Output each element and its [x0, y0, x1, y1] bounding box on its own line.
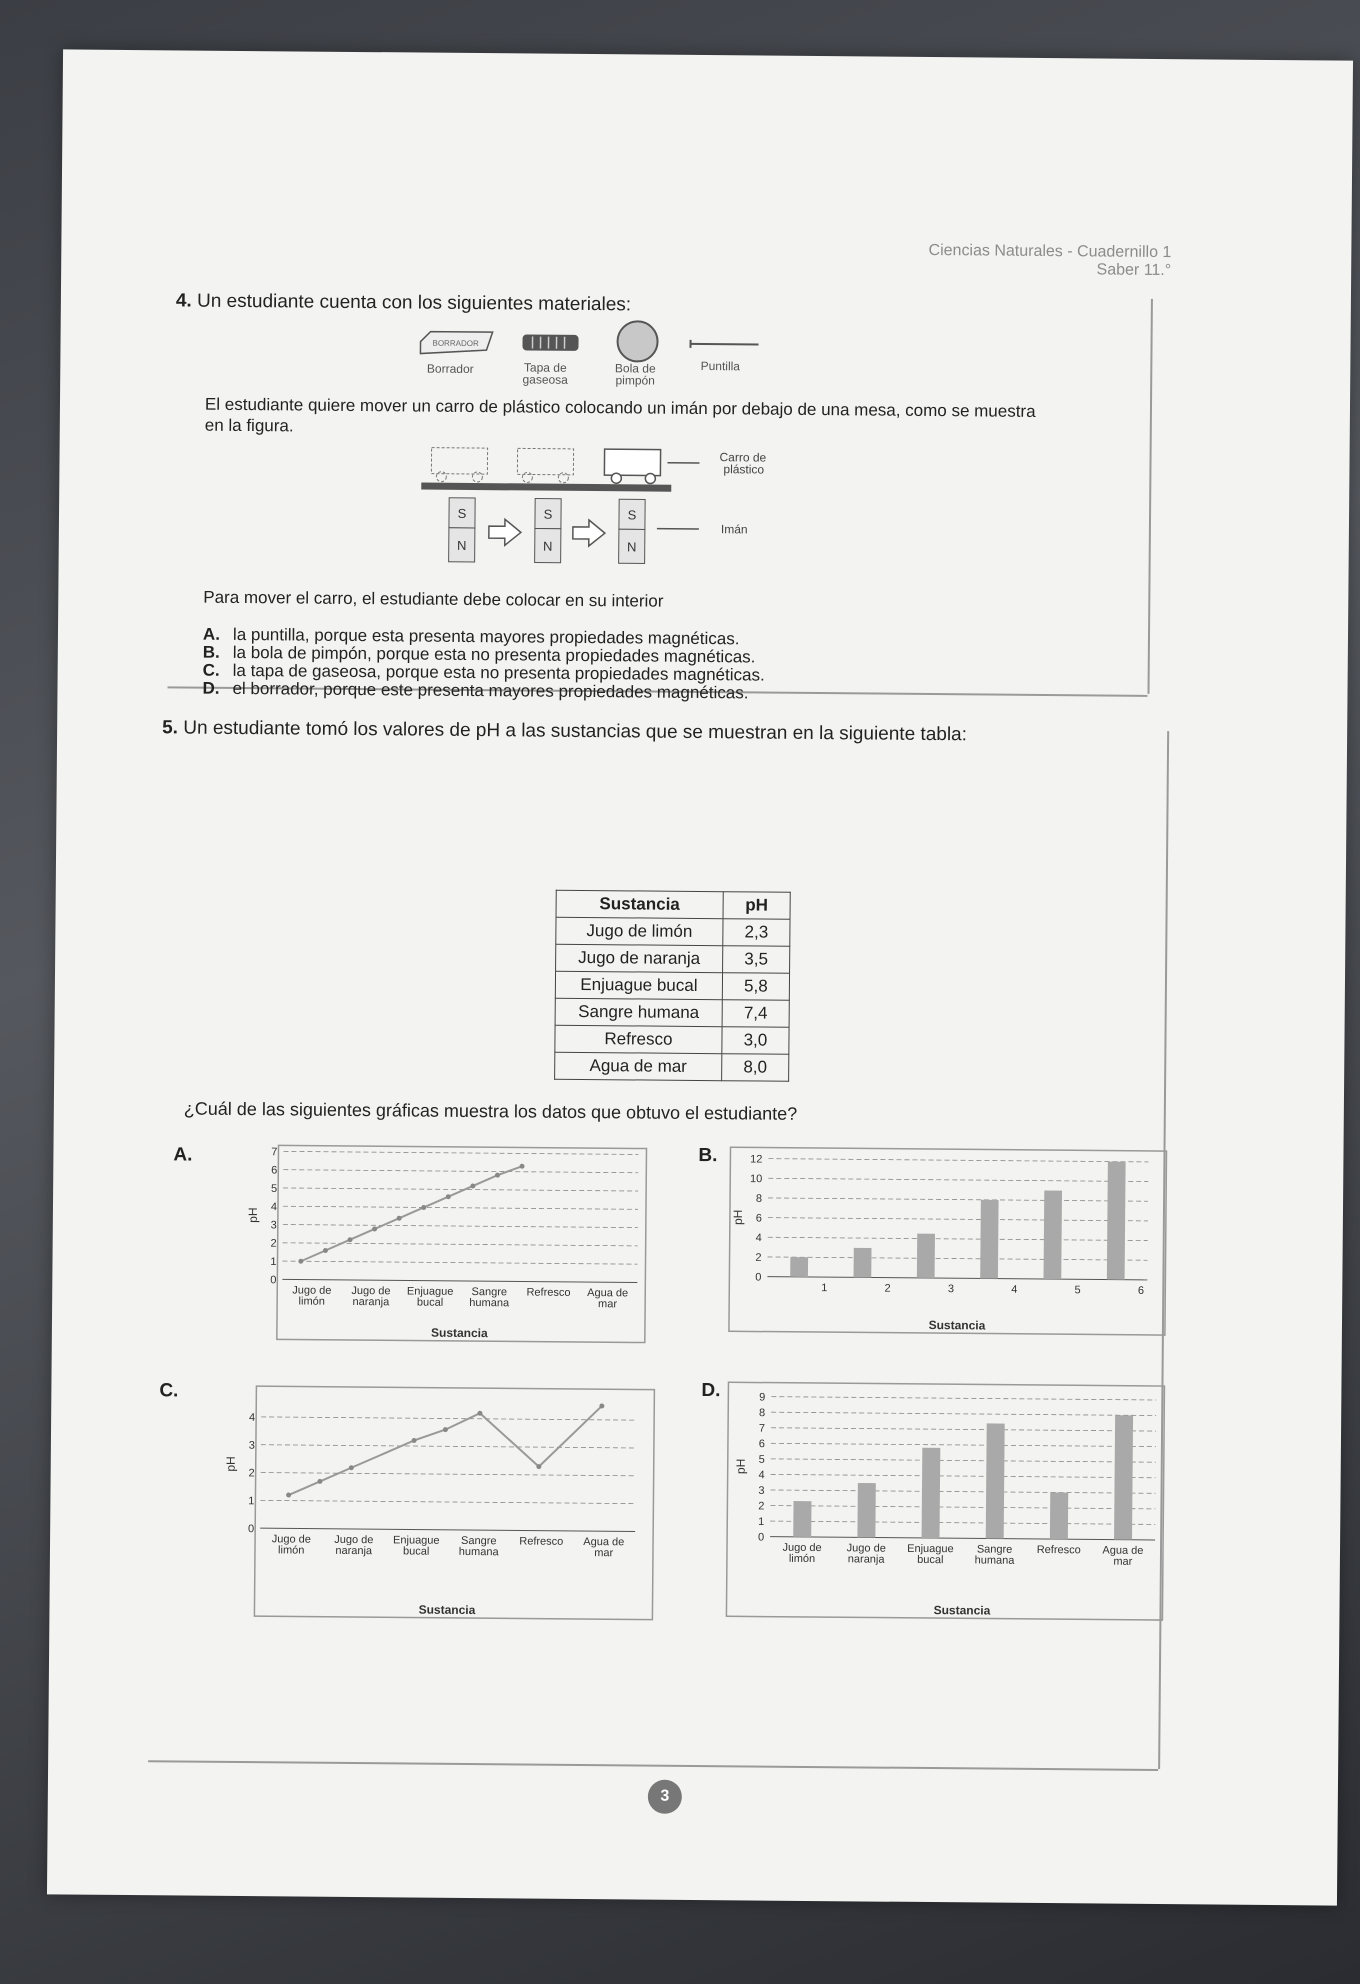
option-text: la bola de pimpón, porque esta no presenta propiedades magnéticas.	[232, 642, 756, 667]
page-number: 3	[648, 1780, 682, 1814]
bar	[917, 1234, 935, 1278]
series-line	[301, 1164, 522, 1263]
page-header	[928, 242, 1171, 280]
gridline	[771, 1428, 1156, 1431]
table-cell: Sangre humana	[555, 998, 722, 1026]
pole-n-3: N	[626, 539, 637, 555]
material-label-cap-2: gaseosa	[522, 372, 568, 387]
bar	[922, 1448, 941, 1538]
gridline	[261, 1473, 636, 1476]
chart-option-c-label[interactable]: C.	[159, 1380, 179, 1402]
q4-frame-right	[1147, 299, 1152, 694]
pole-s-2: S	[543, 506, 553, 522]
y-tick-label: 12	[750, 1153, 763, 1166]
x-tick-label: mar	[594, 1547, 614, 1560]
gridline	[768, 1218, 1148, 1221]
q5-question: ¿Cuál de las siguientes gráficas muestra los datos que obtuvo el estudiante?	[183, 1098, 798, 1124]
y-tick-label: 0	[757, 1531, 765, 1544]
y-tick-label: 3	[248, 1439, 255, 1452]
table-header: pH	[723, 892, 790, 920]
table-row	[555, 1025, 789, 1054]
y-tick-label: 4	[270, 1201, 278, 1214]
material-label-ball-2: pimpón	[615, 373, 655, 388]
y-tick-label: 2	[270, 1237, 277, 1250]
option-text: el borrador, porque este presenta mayores propiedades magnéticas.	[232, 678, 749, 703]
car-label-2: plástico	[723, 462, 765, 477]
y-tick-label: 6	[758, 1438, 765, 1451]
y-tick-label: 3	[758, 1484, 765, 1497]
bar	[980, 1200, 998, 1279]
x-tick-label: 4	[1011, 1283, 1018, 1296]
x-axis	[770, 1537, 1155, 1540]
data-point	[412, 1438, 417, 1443]
q4-context-line2: en la figura.	[204, 415, 294, 436]
x-tick-label: humana	[469, 1296, 510, 1310]
y-tick-label: 8	[759, 1407, 766, 1420]
table-top	[421, 483, 671, 492]
table-cell: 5,8	[722, 973, 789, 1001]
data-point	[286, 1493, 291, 1498]
x-tick-label: Enjuague	[406, 1285, 454, 1298]
x-tick-label: 1	[821, 1282, 828, 1295]
y-tick-label: 7	[758, 1422, 766, 1435]
x-tick-label: Sangre	[461, 1534, 497, 1548]
x-axis-label: Sustancia	[933, 1603, 991, 1618]
table-row	[555, 971, 789, 1000]
gridline	[768, 1237, 1148, 1240]
x-tick-label: 3	[947, 1283, 955, 1296]
gridline	[770, 1506, 1155, 1509]
y-tick-label: 2	[755, 1251, 762, 1264]
data-point	[443, 1427, 448, 1432]
x-axis-label: Sustancia	[928, 1318, 986, 1333]
x-tick-label: naranja	[847, 1553, 885, 1566]
x-tick-label: mar	[598, 1298, 618, 1311]
table-header: Sustancia	[556, 890, 723, 918]
x-tick-label: humana	[974, 1554, 1015, 1567]
x-tick-label: Enjuague	[907, 1542, 954, 1556]
chart-d[interactable]	[724, 1378, 1166, 1622]
data-point	[477, 1411, 482, 1416]
x-tick-label: naranja	[352, 1295, 390, 1309]
table-cell: Jugo de limón	[556, 917, 723, 945]
y-tick-label: 5	[270, 1182, 278, 1195]
car-label-1: Carro de	[719, 450, 767, 465]
gridline	[770, 1521, 1155, 1524]
ghost-car-1	[431, 448, 487, 482]
q4-option-d[interactable]	[202, 679, 748, 704]
x-axis	[260, 1528, 635, 1531]
arrow-right-icon	[573, 520, 605, 546]
x-tick-label: 2	[884, 1282, 891, 1295]
bar	[1044, 1191, 1063, 1280]
gridline	[771, 1459, 1156, 1462]
y-tick-label: 3	[270, 1219, 277, 1232]
gridline	[283, 1261, 638, 1264]
x-tick-label: Jugo de	[846, 1542, 886, 1555]
data-point	[323, 1248, 328, 1253]
y-tick-label: 1	[248, 1495, 255, 1508]
x-tick-label: Jugo de	[782, 1541, 822, 1555]
y-tick-label: 9	[759, 1391, 766, 1404]
option-text: la tapa de gaseosa, porque esta no presenta propiedades magnéticas.	[232, 660, 765, 685]
x-tick-label: Jugo de	[292, 1284, 332, 1297]
x-tick-label: Agua de	[1102, 1544, 1144, 1557]
chart-option-a-label[interactable]: A.	[173, 1144, 193, 1166]
table-cell: Jugo de naranja	[556, 944, 723, 972]
y-tick-label: 0	[270, 1274, 277, 1287]
x-tick-label: Jugo de	[271, 1533, 311, 1546]
x-axis-label: Sustancia	[430, 1325, 488, 1341]
bar	[986, 1423, 1005, 1538]
chart-option-d-label[interactable]: D.	[701, 1380, 721, 1402]
x-tick-label: Refresco	[519, 1535, 564, 1548]
table-cell: Agua de mar	[555, 1052, 722, 1080]
table-cell: Refresco	[555, 1025, 722, 1053]
option-key: B.	[202, 642, 220, 662]
bar	[854, 1248, 872, 1278]
gridline	[771, 1443, 1156, 1446]
x-tick-label: limón	[278, 1544, 305, 1557]
x-tick-label: Agua de	[587, 1287, 629, 1300]
x-tick-label: humana	[458, 1545, 499, 1559]
material-label-ball	[595, 362, 675, 387]
y-axis-label: pH	[245, 1207, 260, 1223]
header-title: Ciencias Naturales - Cuadernillo 1	[928, 241, 1172, 262]
y-tick-label: 10	[749, 1173, 763, 1186]
ghost-car-2	[517, 448, 573, 482]
y-tick-label: 5	[758, 1453, 765, 1466]
eraser-print: BORRADOR	[432, 338, 479, 349]
x-tick-label: mar	[1113, 1555, 1133, 1568]
table-row	[555, 998, 789, 1027]
data-point	[520, 1164, 525, 1169]
nail-icon	[688, 337, 758, 350]
bar	[793, 1501, 811, 1537]
data-point	[446, 1194, 451, 1199]
x-axis	[767, 1277, 1147, 1280]
y-tick-label: 6	[755, 1212, 762, 1225]
bar	[1114, 1415, 1133, 1540]
table-cell: 3,0	[722, 1027, 789, 1055]
chart-option-b-label[interactable]: B.	[698, 1144, 718, 1167]
gridline	[283, 1206, 638, 1209]
y-tick-label: 4	[755, 1232, 762, 1245]
q5-number: 5.	[162, 717, 179, 739]
x-tick-label: naranja	[335, 1544, 373, 1558]
y-tick-label: 2	[248, 1467, 255, 1480]
ping-pong-ball-icon	[615, 319, 657, 361]
table-cell: 2,3	[723, 919, 790, 947]
x-tick-label: Agua de	[583, 1536, 625, 1549]
gridline	[768, 1178, 1148, 1181]
gridline	[283, 1151, 638, 1154]
bar	[1050, 1492, 1068, 1539]
magnet-figure	[408, 442, 789, 580]
y-tick-label: 1	[270, 1255, 277, 1269]
data-point	[317, 1479, 322, 1484]
x-tick-label: Enjuague	[393, 1534, 440, 1547]
table-cell: 8,0	[722, 1054, 789, 1082]
y-axis-label: pH	[730, 1209, 745, 1226]
data-point	[298, 1259, 303, 1264]
q5-frame-bottom	[148, 1760, 1158, 1771]
y-tick-label: 4	[758, 1469, 765, 1482]
q5-stem-text: Un estudiante tomó los valores de pH a las sustancias que se muestran en la siguiente tabla:	[183, 717, 968, 746]
table-row	[556, 944, 790, 973]
chart-a[interactable]	[207, 1141, 649, 1345]
chart-frame	[254, 1386, 654, 1619]
material-label-eraser: Borrador	[426, 361, 474, 377]
x-tick-label: Sangre	[976, 1543, 1013, 1556]
gridline	[283, 1225, 638, 1228]
gridline	[261, 1445, 636, 1448]
x-axis	[282, 1279, 637, 1282]
q4-stem	[176, 290, 631, 316]
y-axis-label: pH	[733, 1458, 748, 1475]
y-tick-label: 7	[271, 1146, 278, 1159]
pole-n-2: N	[542, 538, 553, 554]
gridline	[771, 1490, 1156, 1493]
data-point	[421, 1205, 426, 1210]
y-tick-label: 8	[755, 1192, 763, 1205]
arrow-right-icon	[489, 519, 521, 545]
q4-number: 4.	[175, 290, 192, 312]
data-point	[372, 1226, 377, 1231]
option-text: la puntilla, porque esta presenta mayores propiedades magnéticas.	[232, 624, 740, 649]
option-key: C.	[202, 660, 220, 680]
x-tick-label: limón	[298, 1295, 325, 1308]
data-point	[348, 1237, 353, 1242]
bar	[857, 1483, 875, 1538]
pole-n-1: N	[457, 537, 467, 553]
gridline	[768, 1159, 1148, 1162]
plastic-car	[604, 449, 660, 483]
y-tick-label: 0	[755, 1271, 762, 1284]
gridline	[771, 1412, 1156, 1415]
material-label-ball-1: Bola de	[614, 361, 656, 376]
gridline	[768, 1198, 1148, 1201]
chart-frame	[729, 1147, 1167, 1335]
table-cell: 3,5	[723, 946, 790, 974]
chart-c[interactable]	[184, 1378, 656, 1622]
gridline	[768, 1257, 1148, 1260]
data-point	[599, 1403, 604, 1408]
x-tick-label: bucal	[403, 1545, 430, 1558]
bottle-cap-icon	[520, 331, 578, 352]
y-tick-label: 1	[758, 1515, 765, 1529]
magnet-label: Imán	[720, 522, 748, 537]
table-header-row	[556, 890, 790, 919]
y-tick-label: 0	[247, 1523, 255, 1536]
option-key: A.	[202, 624, 221, 644]
x-tick-label: Jugo de	[351, 1284, 391, 1298]
x-tick-label: bucal	[917, 1553, 944, 1567]
gridline	[260, 1500, 635, 1503]
data-point	[470, 1183, 475, 1188]
data-point	[536, 1464, 541, 1469]
x-tick-label: bucal	[416, 1296, 444, 1309]
gridline	[771, 1397, 1156, 1400]
y-tick-label: 6	[271, 1164, 278, 1177]
x-tick-label: 6	[1137, 1284, 1145, 1297]
x-tick-label: limón	[788, 1552, 816, 1566]
q5-stem	[162, 717, 967, 746]
material-label-nail: Puntilla	[700, 358, 741, 374]
q4-context	[205, 394, 1145, 444]
gridline	[771, 1474, 1156, 1477]
pole-s-1: S	[457, 505, 467, 521]
x-tick-label: Refresco	[1036, 1543, 1081, 1557]
table-row	[556, 917, 790, 946]
bar	[790, 1257, 808, 1277]
data-point	[495, 1173, 500, 1178]
x-tick-label: 5	[1074, 1284, 1081, 1297]
ph-table	[554, 890, 791, 1082]
x-axis-label: Sustancia	[418, 1602, 476, 1618]
chart-b[interactable]	[727, 1143, 1169, 1337]
material-label-cap	[505, 361, 585, 386]
material-label-cap-1: Tapa de	[523, 360, 567, 375]
pole-s-3: S	[627, 507, 637, 523]
table-cell: Enjuague bucal	[555, 971, 722, 999]
option-key: D.	[202, 678, 220, 698]
x-tick-label: Sangre	[471, 1286, 508, 1299]
y-tick-label: 4	[248, 1411, 256, 1424]
q4-stem-text: Un estudiante cuenta con los siguientes materiales:	[196, 290, 632, 316]
chart-frame	[277, 1145, 647, 1342]
q4-context-line1: El estudiante quiere mover un carro de plástico colocando un imán por debajo de una mesa, como se muestra	[204, 394, 1036, 421]
q4-prompt: Para mover el carro, el estudiante debe colocar en su interior	[203, 587, 664, 611]
y-tick-label: 2	[758, 1500, 765, 1513]
gridline	[283, 1170, 638, 1173]
gridline	[261, 1417, 636, 1420]
table-cell: 7,4	[722, 1000, 789, 1028]
x-tick-label: Jugo de	[334, 1533, 374, 1547]
bar	[1107, 1162, 1126, 1280]
chart-frame	[726, 1382, 1164, 1620]
eraser-icon	[416, 328, 494, 357]
data-point	[397, 1216, 402, 1221]
y-axis-label: pH	[223, 1456, 238, 1472]
table-row	[555, 1052, 789, 1081]
exam-page	[47, 49, 1353, 1905]
header-grade: Saber 11.°	[1096, 261, 1172, 280]
x-tick-label: Refresco	[526, 1286, 571, 1299]
data-point	[349, 1465, 354, 1470]
